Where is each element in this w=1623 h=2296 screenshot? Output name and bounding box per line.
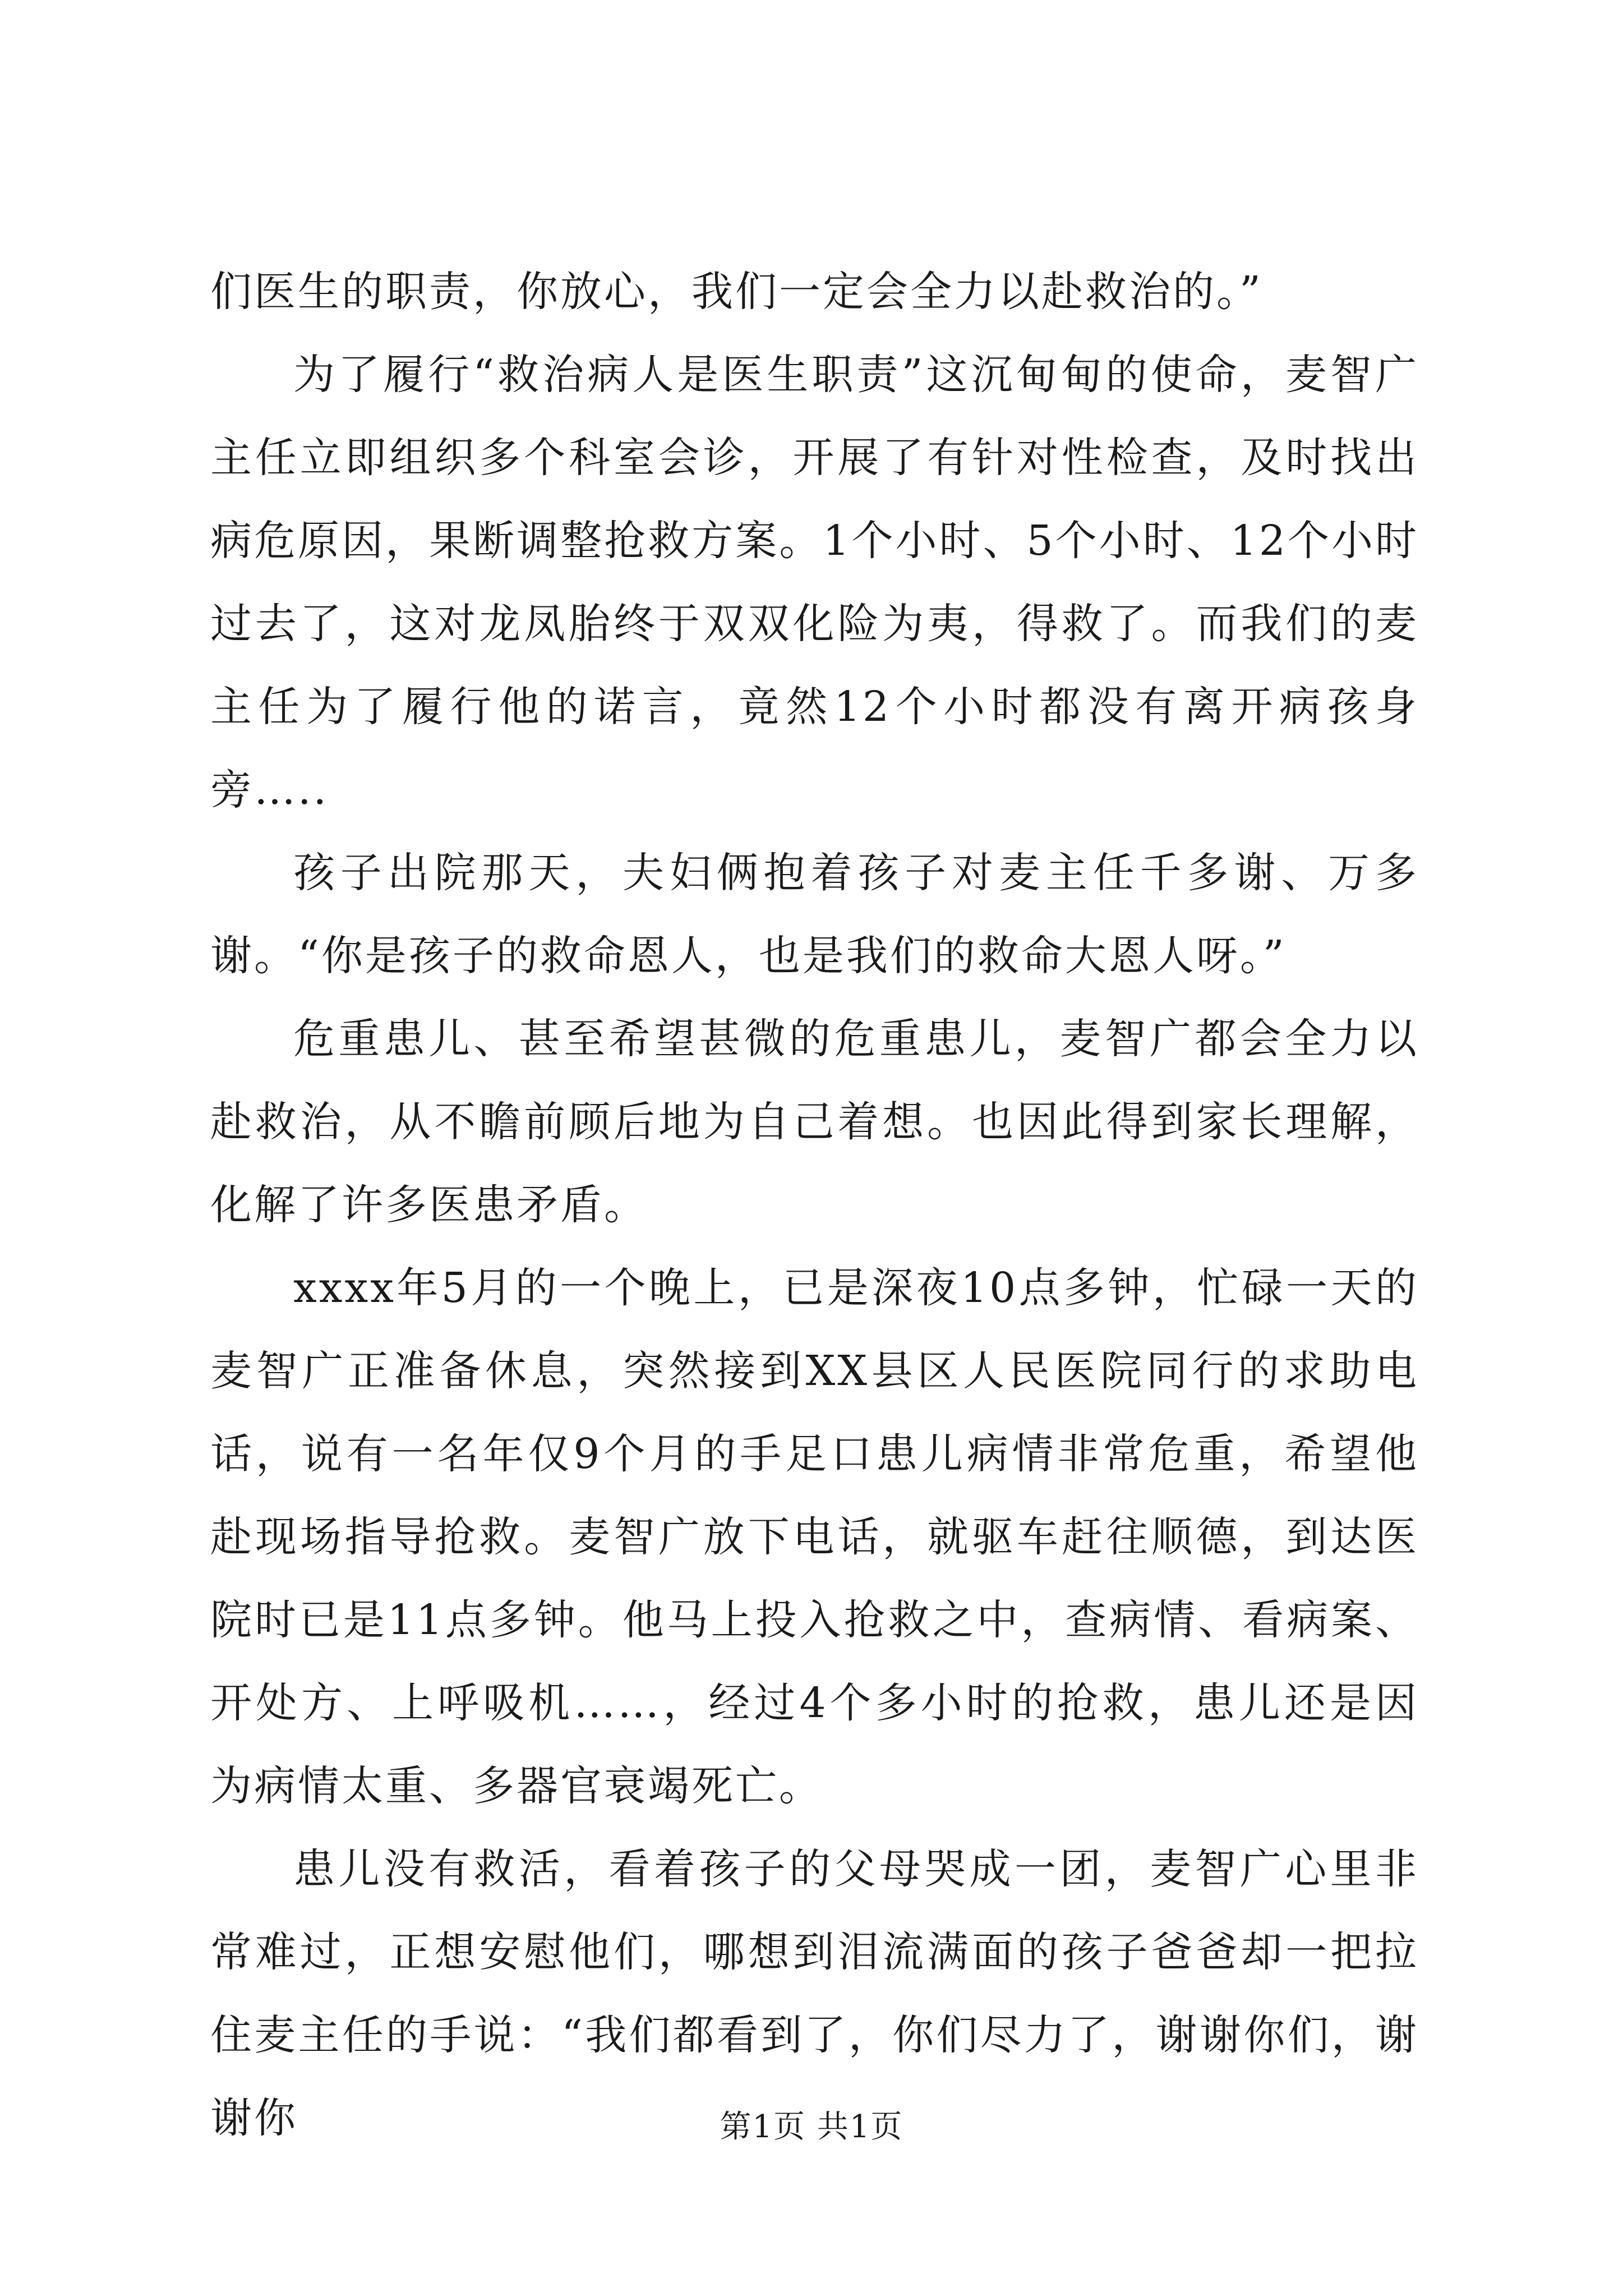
paragraph: 孩子出院那天，夫妇俩抱着孩子对麦主任千多谢、万多谢。“你是孩子的救命恩人，也是我们的救命大恩人呀。” (210, 849, 1419, 980)
page-number-footer: 第1页 共1页 (720, 2109, 903, 2145)
paragraph: xxxx年5月的一个晚上，已是深夜10点多钟，忙碌一天的麦智广正准备休息，突然接到XX县区人民医院同行的求助电话，说有一名年仅9个月的手足口患儿病情非常危重，希望他赴现场指导抢救。麦智广放下电话，就驱车赶往顺德，到达医院时已是11点多钟。他马上投入抢救之中，查病情、看病案、开处方、上呼吸机……，经过4个多小时的抢救，患儿还是因为病情太重、多器官衰竭死亡。 (210, 1264, 1419, 1810)
paragraph-continuation: 们医生的职责，你放心，我们一定会全力以赴救治的。” (210, 268, 1263, 316)
document-body (210, 250, 1419, 2160)
paragraph: 为了履行“救治病人是医生职责”这沉甸甸的使命，麦智广主任立即组织多个科室会诊，开展了有针对性检查，及时找出病危原因，果断调整抢救方案。1个小时、5个小时、12个小时过去了，这对龙凤胎终于双双化险为夷，得救了。而我们的麦主任为了履行他的诺言，竟然12个小时都没有离开病孩身旁….. (210, 351, 1419, 814)
paragraph: 危重患儿、甚至希望甚微的危重患儿，麦智广都会全力以赴救治，从不瞻前顾后地为自己着想。也因此得到家长理解，化解了许多医患矛盾。 (210, 1015, 1419, 1229)
paragraph: 患儿没有救活，看着孩子的父母哭成一团，麦智广心里非常难过，正想安慰他们，哪想到泪流满面的孩子爸爸却一把拉住麦主任的手说：“我们都看到了，你们尽力了，谢谢你们，谢谢你 (210, 1845, 1419, 2142)
